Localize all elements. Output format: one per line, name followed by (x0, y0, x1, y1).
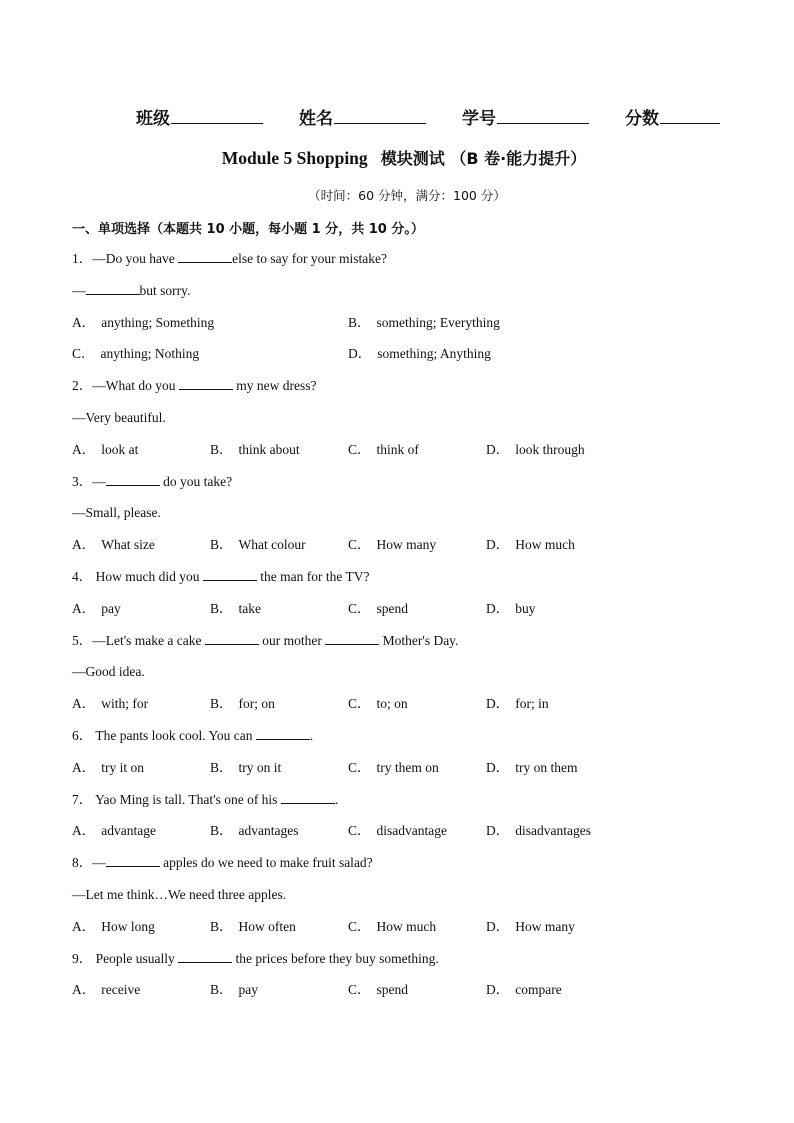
answer-option[interactable] (486, 916, 624, 948)
question-line (72, 407, 732, 439)
answer-option[interactable] (348, 343, 624, 375)
answer-blank[interactable] (106, 852, 160, 867)
option-letter: B． (210, 918, 233, 934)
option-text: How much (376, 918, 437, 934)
question-text: Mother's Day. (379, 632, 459, 648)
answer-option[interactable] (72, 343, 348, 375)
answer-option[interactable] (348, 439, 486, 471)
option-letter: A． (72, 823, 96, 839)
question-line (72, 789, 732, 821)
answer-option[interactable] (486, 693, 624, 725)
question-text: — (72, 282, 86, 298)
option-text: try on them (515, 759, 578, 775)
option-text: for; on (238, 696, 275, 712)
options-row (72, 534, 732, 566)
question-line (72, 248, 732, 280)
question-line (72, 725, 732, 757)
option-letter: B． (210, 759, 233, 775)
answer-option[interactable] (486, 534, 624, 566)
answer-option[interactable] (210, 916, 348, 948)
option-text: look through (515, 441, 585, 457)
option-letter: A． (72, 918, 96, 934)
page-title (0, 146, 794, 169)
question-text: 5．—Let's make a cake (72, 632, 205, 648)
option-text: How often (238, 918, 296, 934)
option-letter: C． (348, 823, 371, 839)
option-letter: B． (210, 600, 233, 616)
question-line (72, 852, 732, 884)
student-id-blank[interactable] (497, 105, 589, 124)
option-letter: C． (348, 696, 371, 712)
question-text: apples do we need to make fruit salad? (159, 855, 373, 871)
option-letter: C． (348, 759, 371, 775)
question-line (72, 948, 732, 980)
option-letter: A． (72, 982, 96, 998)
option-text: spend (376, 982, 409, 998)
options-row (72, 312, 732, 344)
option-text: receive (101, 982, 141, 998)
answer-option[interactable] (210, 534, 348, 566)
option-text: What size (101, 537, 155, 553)
answer-option[interactable] (210, 820, 348, 852)
option-letter: C． (348, 600, 371, 616)
answer-option[interactable] (348, 757, 486, 789)
question-text: my new dress? (232, 378, 317, 394)
answer-option[interactable] (348, 693, 486, 725)
question-text: —Let me think…We need three apples. (72, 886, 287, 902)
question-text: 6． The pants look cool. You can (72, 727, 256, 743)
answer-blank[interactable] (86, 280, 140, 295)
answer-option[interactable] (72, 534, 210, 566)
options-row (72, 343, 732, 375)
option-letter: A． (72, 314, 96, 330)
option-text: disadvantages (515, 823, 591, 839)
answer-option[interactable] (486, 598, 624, 630)
section-heading: 一、单项选择（本题共 10 小题，每小题 1 分，共 10 分。） (72, 222, 424, 237)
class-blank[interactable] (171, 105, 263, 124)
answer-blank[interactable] (325, 630, 379, 645)
option-letter: D． (486, 537, 510, 553)
question-text: our mother (258, 632, 326, 648)
question-text: . (334, 791, 339, 807)
option-text: for; in (515, 696, 549, 712)
question-line (72, 661, 732, 693)
answer-option[interactable] (72, 820, 210, 852)
option-text: disadvantage (376, 823, 447, 839)
answer-blank[interactable] (179, 375, 233, 390)
question-text: the prices before they buy something. (232, 950, 439, 966)
option-text: spend (376, 600, 409, 616)
answer-option[interactable] (486, 439, 624, 471)
answer-option[interactable] (72, 439, 210, 471)
option-letter: C． (72, 346, 95, 362)
options-row (72, 916, 732, 948)
option-text: try on it (238, 759, 282, 775)
answer-option[interactable] (210, 979, 348, 1011)
score-blank[interactable] (660, 105, 720, 124)
answer-blank[interactable] (281, 789, 335, 804)
question-text: 8．— (72, 855, 106, 871)
options-row (72, 757, 732, 789)
option-letter: B． (210, 441, 233, 457)
option-letter: A． (72, 600, 96, 616)
answer-blank[interactable] (205, 630, 259, 645)
title-cn: 模块测试 （B 卷·能力提升） (380, 149, 587, 168)
answer-option[interactable] (486, 979, 624, 1011)
title-en: Module 5 Shopping (221, 148, 368, 168)
options-row (72, 693, 732, 725)
answer-option[interactable] (486, 757, 624, 789)
question-line (72, 566, 732, 598)
option-text: How much (515, 537, 575, 553)
options-row (72, 979, 732, 1011)
answer-option[interactable] (72, 757, 210, 789)
option-text: anything; Something (101, 314, 215, 330)
option-letter: A． (72, 441, 96, 457)
answer-option[interactable] (72, 598, 210, 630)
question-line (72, 471, 732, 503)
name-label: 姓名 (299, 109, 333, 129)
answer-option[interactable] (210, 757, 348, 789)
option-text: buy (515, 600, 536, 616)
option-letter: C． (348, 918, 371, 934)
option-text: look at (101, 441, 139, 457)
question-text: 2．—What do you (72, 378, 179, 394)
option-text: advantages (238, 823, 299, 839)
answer-option[interactable] (486, 820, 624, 852)
option-text: How many (515, 918, 575, 934)
option-letter: D． (486, 823, 510, 839)
question-text: —Good idea. (72, 664, 145, 680)
option-letter: B． (210, 696, 233, 712)
answer-blank[interactable] (106, 471, 160, 486)
option-letter: B． (210, 537, 233, 553)
score-field (625, 104, 720, 129)
student-id-label: 学号 (462, 109, 496, 129)
option-letter: A． (72, 759, 96, 775)
name-blank[interactable] (334, 105, 426, 124)
option-text: to; on (376, 696, 408, 712)
question-text: 3．— (72, 473, 106, 489)
answer-option[interactable] (348, 598, 486, 630)
answer-blank[interactable] (203, 566, 257, 581)
question-text: —Very beautiful. (72, 409, 166, 425)
options-row (72, 598, 732, 630)
answer-option[interactable] (348, 979, 486, 1011)
question-text: —Small, please. (72, 505, 161, 521)
option-letter: C． (348, 537, 371, 553)
options-row (72, 439, 732, 471)
option-text: How many (376, 537, 437, 553)
class-field (136, 104, 263, 129)
answer-blank[interactable] (178, 248, 232, 263)
option-text: something; Anything (377, 346, 491, 362)
option-letter: D． (486, 441, 510, 457)
option-letter: B． (210, 982, 233, 998)
option-letter: D． (486, 759, 510, 775)
option-text: something; Everything (376, 314, 500, 330)
option-text: try it on (101, 759, 144, 775)
answer-option[interactable] (348, 312, 624, 344)
class-label: 班级 (136, 109, 170, 129)
option-text: think about (238, 441, 300, 457)
question-line (72, 280, 732, 312)
option-text: with; for (101, 696, 149, 712)
option-text: How long (101, 918, 155, 934)
name-field (299, 104, 426, 129)
answer-option[interactable] (72, 693, 210, 725)
student-info-row (136, 104, 736, 129)
question-text: 7． Yao Ming is tall. That's one of his (72, 791, 281, 807)
option-letter: B． (210, 823, 233, 839)
option-letter: A． (72, 537, 96, 553)
option-letter: D． (486, 600, 510, 616)
answer-blank[interactable] (256, 725, 310, 740)
question-text: but sorry. (139, 282, 191, 298)
exam-time-info: （时间：60 分钟，满分：100 分） (308, 188, 506, 203)
option-letter: A． (72, 696, 96, 712)
option-letter: D． (486, 982, 510, 998)
question-line (72, 630, 732, 662)
question-line (72, 884, 732, 916)
option-text: anything; Nothing (100, 346, 200, 362)
answer-option[interactable] (210, 693, 348, 725)
option-text: advantage (101, 823, 156, 839)
option-text: pay (238, 982, 259, 998)
answer-option[interactable] (210, 439, 348, 471)
question-list (72, 248, 732, 1011)
answer-option[interactable] (348, 820, 486, 852)
option-text: pay (101, 600, 121, 616)
option-text: What colour (238, 537, 306, 553)
question-text: 9． People usually (72, 950, 179, 966)
question-text: else to say for your mistake? (232, 251, 387, 266)
question-line (72, 502, 732, 534)
answer-option[interactable] (72, 312, 348, 344)
option-text: take (238, 600, 262, 616)
question-text: 4． How much did you (72, 568, 203, 584)
option-letter: D． (486, 696, 510, 712)
option-text: think of (376, 441, 419, 457)
question-text: 1．—Do you have (72, 251, 179, 266)
option-text: try them on (376, 759, 439, 775)
option-letter: C． (348, 982, 371, 998)
option-text: compare (515, 982, 562, 998)
question-line (72, 375, 732, 407)
answer-option[interactable] (348, 916, 486, 948)
options-row (72, 820, 732, 852)
student-id-field (462, 104, 589, 129)
answer-option[interactable] (348, 534, 486, 566)
answer-option[interactable] (72, 916, 210, 948)
answer-option[interactable] (210, 598, 348, 630)
answer-option[interactable] (72, 979, 210, 1011)
answer-blank[interactable] (178, 948, 232, 963)
option-letter: C． (348, 441, 371, 457)
question-text: the man for the TV? (256, 568, 370, 584)
option-letter: D． (348, 346, 372, 362)
score-label: 分数 (625, 109, 659, 129)
option-letter: D． (486, 918, 510, 934)
question-text: do you take? (159, 473, 233, 489)
option-letter: B． (348, 314, 371, 330)
question-text: . (309, 727, 314, 743)
